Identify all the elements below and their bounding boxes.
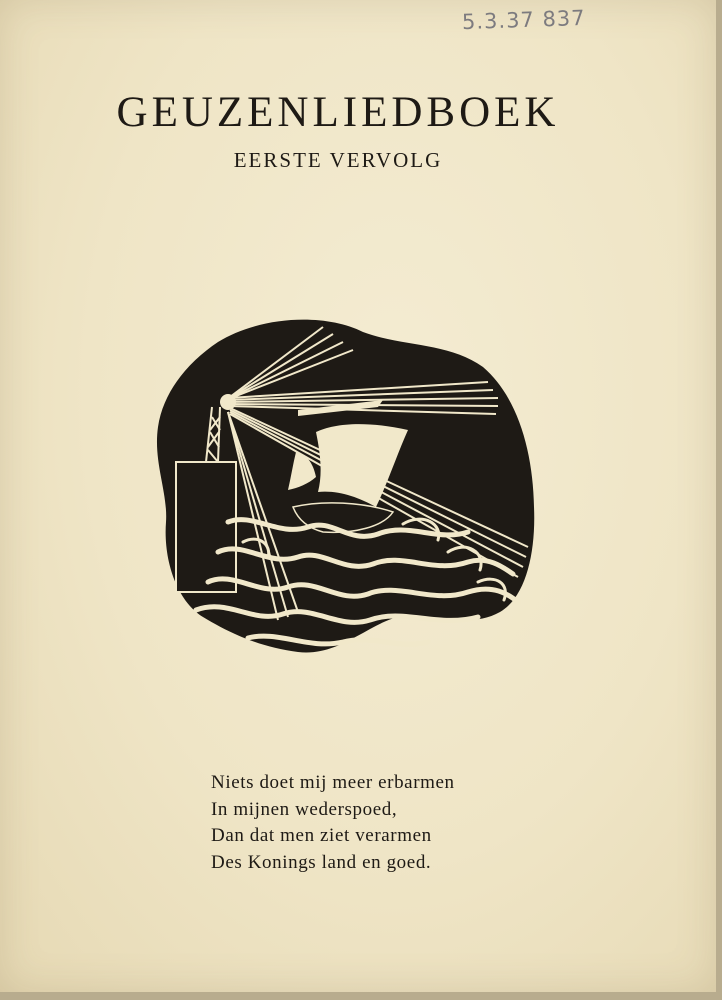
book-title: GEUZENLIEDBOEK [116,89,560,136]
verse-line: In mijnen wederspoed, [211,798,398,820]
verse-line: Des Konings land en goed. [211,851,432,873]
verse-line: Dan dat men ziet verarmen [211,825,432,846]
verse-line: Niets doet mij meer erbarmen [211,772,455,793]
shelfmark-annotation: 5.3.37 837 [461,5,586,35]
woodcut-lighthouse-ship-icon [148,312,540,664]
verse [211,770,455,876]
book-subtitle: EERSTE VERVOLG [233,148,443,172]
